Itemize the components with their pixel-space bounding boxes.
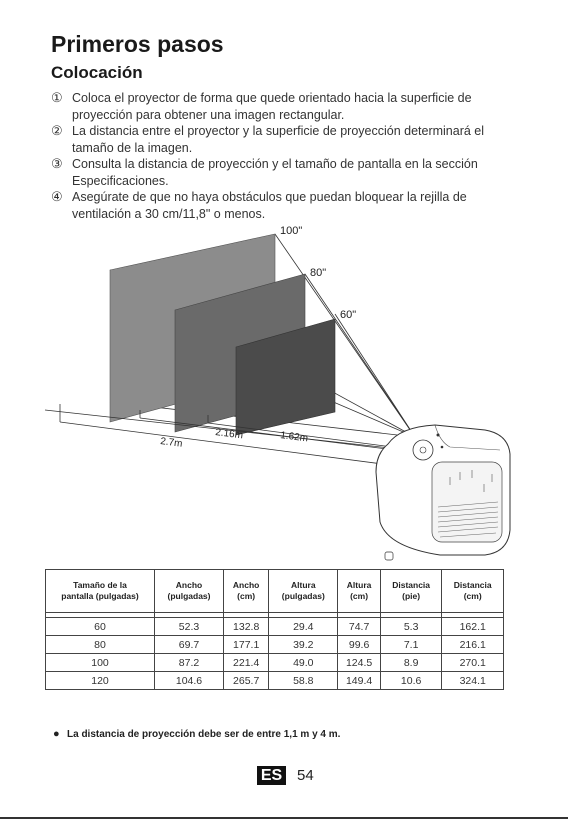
step-number: ② [51, 123, 63, 138]
table-row [46, 654, 504, 672]
table-cell: 58.8 [269, 672, 338, 690]
table-cell: 270.1 [442, 654, 504, 672]
col-header-screen-size: Tamaño de la pantalla (pulgadas) [46, 570, 155, 613]
bottom-divider [0, 817, 568, 819]
step-text: Consulta la distancia de proyección y el tamaño de pantalla en la sección Especificaciones. [72, 157, 478, 188]
table-cell: 87.2 [155, 654, 224, 672]
table-cell: 29.4 [269, 618, 338, 636]
table-cell: 132.8 [224, 618, 269, 636]
note-text: La distancia de proyección debe ser de entre 1,1 m y 4 m. [67, 729, 341, 740]
step-item [51, 156, 521, 189]
table-row [46, 618, 504, 636]
col-header-width-in: Ancho (pulgadas) [155, 570, 224, 613]
table-cell: 216.1 [442, 636, 504, 654]
table-row [46, 636, 504, 654]
table-cell: 69.7 [155, 636, 224, 654]
step-item [51, 189, 521, 222]
col-header-height-in: Altura (pulgadas) [269, 570, 338, 613]
col-header-distance-cm: Distancia (cm) [442, 570, 504, 613]
table-cell: 265.7 [224, 672, 269, 690]
projection-diagram [40, 222, 520, 567]
projection-spec-table [45, 569, 504, 690]
table-cell: 52.3 [155, 618, 224, 636]
table-cell: 39.2 [269, 636, 338, 654]
col-header-distance-ft: Distancia (pie) [380, 570, 442, 613]
table-cell: 124.5 [338, 654, 381, 672]
table-cell: 177.1 [224, 636, 269, 654]
screen-size-label: 100" [280, 225, 303, 237]
table-cell: 221.4 [224, 654, 269, 672]
table-cell: 60 [46, 618, 155, 636]
distance-note [53, 728, 341, 740]
table-cell: 5.3 [380, 618, 442, 636]
table-cell: 8.9 [380, 654, 442, 672]
table-cell: 104.6 [155, 672, 224, 690]
step-text: Asegúrate de que no haya obstáculos que puedan bloquear la rejilla de ventilación a 30 cm/11,8" o menos. [72, 190, 467, 221]
table-cell: 99.6 [338, 636, 381, 654]
bullet-icon: ● [53, 728, 60, 740]
step-number: ④ [51, 189, 63, 204]
col-header-height-cm: Altura (cm) [338, 570, 381, 613]
col-header-width-cm: Ancho (cm) [224, 570, 269, 613]
section-title: Colocación [51, 63, 143, 82]
distance-label: 1.62m [279, 430, 309, 445]
page-title: Primeros pasos [51, 31, 224, 57]
step-number: ③ [51, 156, 63, 171]
table-cell: 162.1 [442, 618, 504, 636]
step-number: ① [51, 90, 63, 105]
table-cell: 100 [46, 654, 155, 672]
table-cell: 74.7 [338, 618, 381, 636]
language-badge: ES [257, 766, 286, 785]
table-cell: 10.6 [380, 672, 442, 690]
screen-size-label: 80" [310, 267, 327, 279]
page-number: 54 [297, 767, 314, 784]
distance-label: 2.7m [159, 436, 184, 450]
table-cell: 324.1 [442, 672, 504, 690]
step-text: Coloca el proyector de forma que quede orientado hacia la superficie de proyección para obtener una imagen rectangular. [72, 91, 472, 122]
table-cell: 149.4 [338, 672, 381, 690]
projector-illustration [376, 425, 510, 560]
step-item [51, 123, 521, 156]
step-item [51, 90, 521, 123]
screen-size-label: 60" [340, 309, 357, 321]
table-row [46, 672, 504, 690]
step-text: La distancia entre el proyector y la superficie de proyección determinará el tamaño de la imagen. [72, 124, 485, 155]
table-cell: 80 [46, 636, 155, 654]
table-cell: 120 [46, 672, 155, 690]
table-header-row [46, 570, 504, 613]
placement-steps [51, 90, 521, 222]
distance-label: 2.16m [214, 427, 244, 442]
table-cell: 7.1 [380, 636, 442, 654]
table-cell: 49.0 [269, 654, 338, 672]
